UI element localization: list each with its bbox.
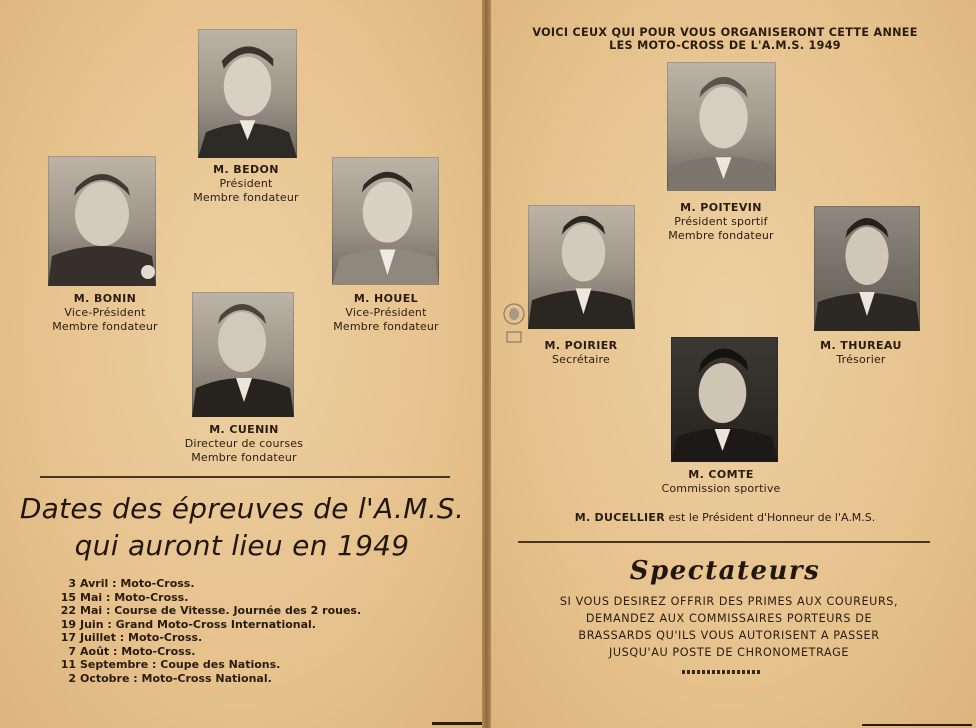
portrait-photo-houel <box>332 157 439 285</box>
date-day: 19 <box>60 617 76 631</box>
member-role: Vice-Président <box>345 306 427 319</box>
date-day: 22 <box>60 604 76 617</box>
caption-houel <box>286 292 486 334</box>
spectators-line: BRASSARDS QU'ILS VOUS AUTORISENT A PASSER <box>578 629 880 642</box>
member-name: M. CUENIN <box>209 423 279 436</box>
spectators-line: SI VOUS DESIREZ OFFRIR DES PRIMES AUX COUREURS, <box>559 595 899 608</box>
portrait-photo-bedon <box>198 29 297 158</box>
ornament-flourish-icon <box>682 670 762 674</box>
portrait-photo-cuenin <box>192 292 294 417</box>
date-event: Avril : Moto-Cross. <box>80 577 195 590</box>
date-day: 7 <box>68 644 76 658</box>
member-role: Directeur de courses <box>184 437 304 450</box>
list-item <box>36 577 361 591</box>
page-header <box>510 26 940 52</box>
caption-thureau <box>761 339 961 367</box>
list-item <box>36 604 361 618</box>
list-item <box>36 618 361 632</box>
list-item <box>36 645 361 659</box>
portrait-photo-thureau <box>814 206 920 331</box>
caption-bedon <box>146 163 346 205</box>
spectators-text <box>520 593 938 661</box>
caption-poitevin <box>621 201 821 243</box>
list-item <box>36 658 361 672</box>
date-day: 11 <box>60 658 76 671</box>
member-role: Membre fondateur <box>333 320 439 333</box>
date-day: 2 <box>68 671 76 685</box>
page-edge-mark <box>432 722 482 725</box>
member-name: M. THUREAU <box>820 339 902 352</box>
divider-rule-right <box>518 541 930 543</box>
member-name: M. POITEVIN <box>680 201 762 214</box>
date-event: Août : Moto-Cross. <box>80 644 196 658</box>
library-stamp-icon <box>501 300 527 346</box>
list-item <box>36 631 361 645</box>
member-name: M. BONIN <box>73 292 137 305</box>
member-role: Secrétaire <box>551 353 610 366</box>
spectators-line: JUSQU'AU POSTE DE CHRONOMETRAGE <box>608 646 850 659</box>
member-role: Vice-Président <box>64 306 146 319</box>
honor-text: est le Président d'Honneur de l'A.M.S. <box>665 511 876 524</box>
spectators-title: Spectateurs <box>629 556 821 586</box>
spectators-line: DEMANDEZ AUX COMMISSAIRES PORTEURS DE <box>585 612 873 625</box>
date-day: 3 <box>68 577 76 590</box>
member-role: Membre fondateur <box>193 191 299 204</box>
date-day: 15 <box>60 590 76 604</box>
header-line: VOICI CEUX QUI POUR VOUS ORGANISERONT CETTE ANNEE <box>532 26 918 39</box>
portrait-photo-comte <box>671 337 778 462</box>
divider-rule <box>40 476 450 478</box>
date-event: Septembre : Coupe des Nations. <box>80 658 281 671</box>
date-event: Juin : Grand Moto-Cross International. <box>80 617 316 631</box>
honorary-president-line <box>520 511 930 524</box>
dates-title-line1: Dates des épreuves de l'A.M.S. <box>19 492 465 525</box>
member-role: Trésorier <box>836 353 886 366</box>
member-name: M. POIRIER <box>544 339 618 352</box>
member-name: M. BEDON <box>213 163 279 176</box>
portrait-photo-bonin <box>48 156 156 286</box>
portrait-photo-poitevin <box>667 62 776 191</box>
member-name: M. COMTE <box>688 468 754 481</box>
honor-name: M. DUCELLIER <box>574 511 666 524</box>
date-event: Octobre : Moto-Cross National. <box>80 671 272 685</box>
date-event: Mai : Moto-Cross. <box>80 590 189 604</box>
date-day: 17 <box>60 631 76 644</box>
header-line: LES MOTO-CROSS DE L'A.M.S. 1949 <box>609 39 841 52</box>
member-role: Membre fondateur <box>191 451 297 464</box>
portrait-photo-poirier <box>528 205 635 329</box>
list-item <box>36 591 361 605</box>
member-name: M. HOUEL <box>353 292 419 305</box>
member-role: Membre fondateur <box>52 320 158 333</box>
member-role: Membre fondateur <box>668 229 774 242</box>
list-item <box>36 672 361 686</box>
caption-bonin <box>5 292 205 334</box>
member-role: Président <box>219 177 273 190</box>
member-role: Commission sportive <box>661 482 781 495</box>
dates-title-line2: qui auront lieu en 1949 <box>74 529 410 562</box>
page-edge-mark <box>862 724 972 726</box>
dates-list <box>36 577 361 685</box>
member-role: Président sportif <box>674 215 768 228</box>
date-event: Mai : Course de Vitesse. Journée des 2 roues. <box>80 604 362 617</box>
caption-comte <box>621 468 821 496</box>
date-event: Juillet : Moto-Cross. <box>80 631 203 644</box>
caption-cuenin <box>144 423 344 465</box>
